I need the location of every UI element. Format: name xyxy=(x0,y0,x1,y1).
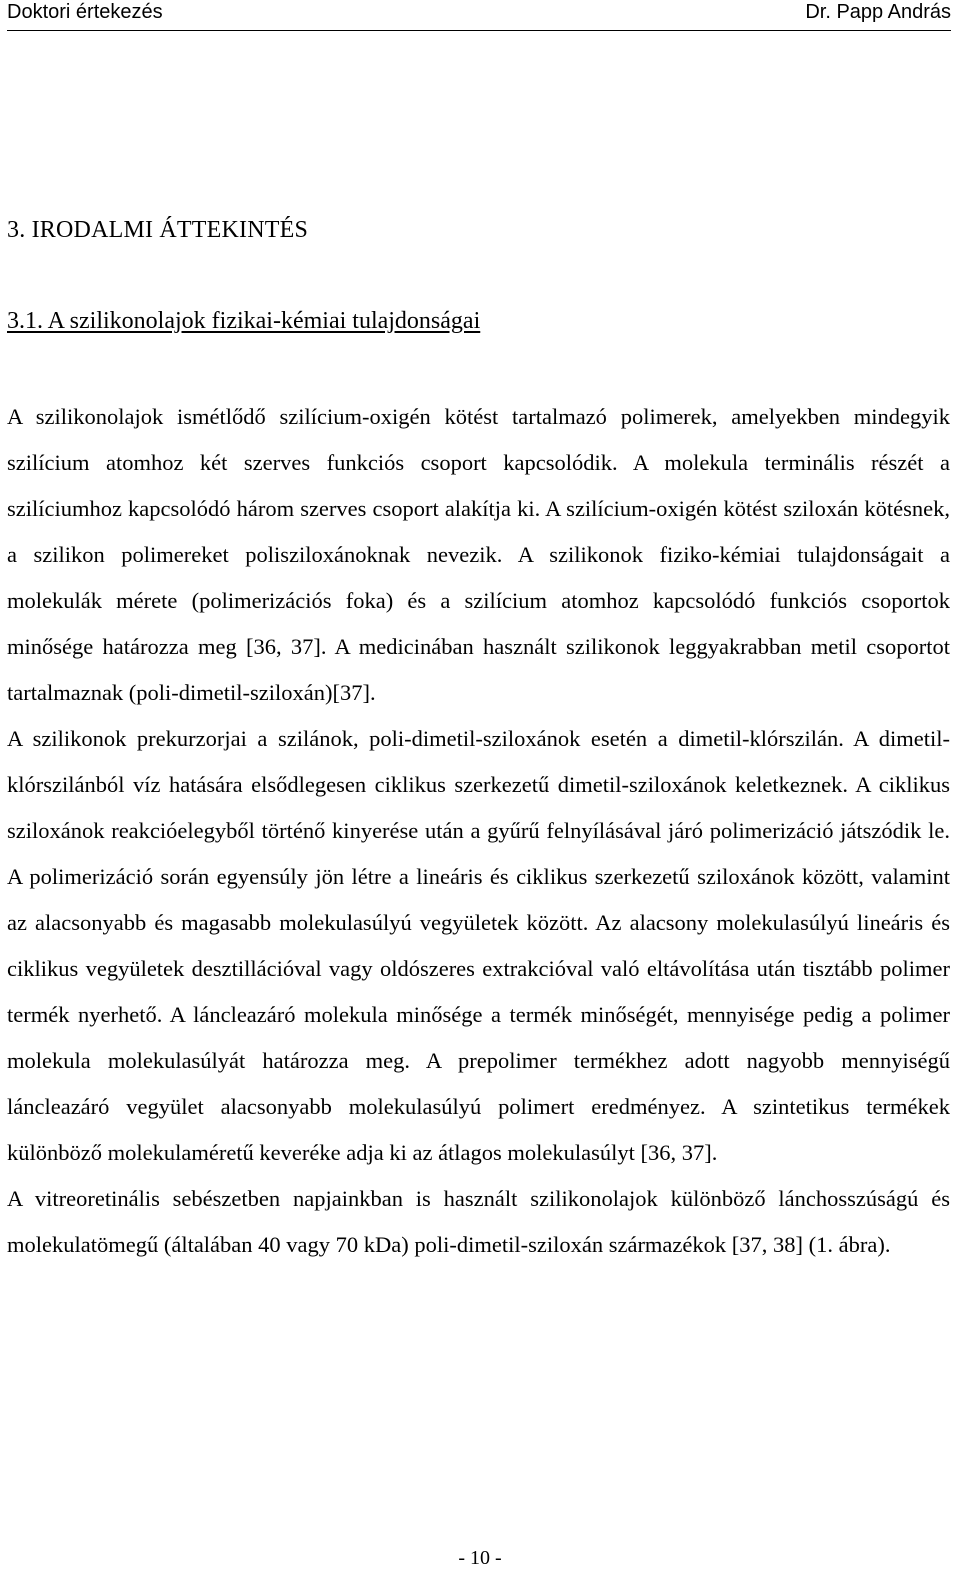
header-author: Dr. Papp András xyxy=(805,1,951,23)
section-title: 3.1. A szilikonolajok fizikai-kémiai tulajdonságai xyxy=(7,308,481,334)
header-document-type: Doktori értekezés xyxy=(7,1,163,23)
body-text xyxy=(7,394,950,1268)
page-header xyxy=(7,0,951,31)
page-number: - 10 - xyxy=(458,1547,502,1569)
paragraph-2: A szilikonok prekurzorjai a szilánok, poli-dimetil-sziloxánok esetén a dimetil-klórszilán. A dimetil-klórszilánból víz hatására elsődlegesen ciklikus szerkezetű dimetil-sziloxánok keletkeznek. A ciklikus sziloxánok reakcióelegyből történő kinyerése után a gyűrű felnyílásával járó polimerizáció játszódik le. A polimerizáció során egyensúly jön létre a lineáris és ciklikus szerkezetű sziloxánok között, valamint az alacsonyabb és magasabb molekulasúlyú vegyületek között. Az alacsony molekulasúlyú lineáris és ciklikus vegyületek desztillációval vagy oldószeres extrakcióval való eltávolítása után tisztább polimer termék nyerhető. A láncleazáró molekula minősége a termék minőségét, mennyisége pedig a polimer molekula molekulasúlyát határozza meg. A prepolimer termékhez adott nagyobb mennyiségű láncleazáró vegyület alacsonyabb molekulasúlyú polimert eredményez. A szintetikus termékek különböző molekulaméretű keveréke adja ki az átlagos molekulasúlyt [36, 37]. xyxy=(7,726,950,1165)
paragraph-3: A vitreoretinális sebészetben napjainkban is használt szilikonolajok különböző lánchosszúságú és molekulatömegű (általában 40 vagy 70 kDa) poli-dimetil-sziloxán származékok [37, 38] (1. ábra). xyxy=(7,1186,950,1257)
chapter-title: 3. IRODALMI ÁTTEKINTÉS xyxy=(7,217,309,243)
paragraph-1: A szilikonolajok ismétlődő szilícium-oxigén kötést tartalmazó polimerek, amelyekben mindegyik szilícium atomhoz két szerves funkciós csoport kapcsolódik. A molekula terminális részét a szilíciumhoz kapcsolódó három szerves csoport alakítja ki. A szilícium-oxigén kötést sziloxán kötésnek, a szilikon polimereket polisziloxánoknak nevezik. A szilikonok fiziko-kémiai tulajdonságait a molekulák mérete (polimerizációs foka) és a szilícium atomhoz kapcsolódó funkciós csoportok minősége határozza meg [36, 37]. A medicinában használt szilikonok leggyakrabban metil csoportot tartalmaznak (poli-dimetil-sziloxán)[37]. xyxy=(7,404,950,705)
